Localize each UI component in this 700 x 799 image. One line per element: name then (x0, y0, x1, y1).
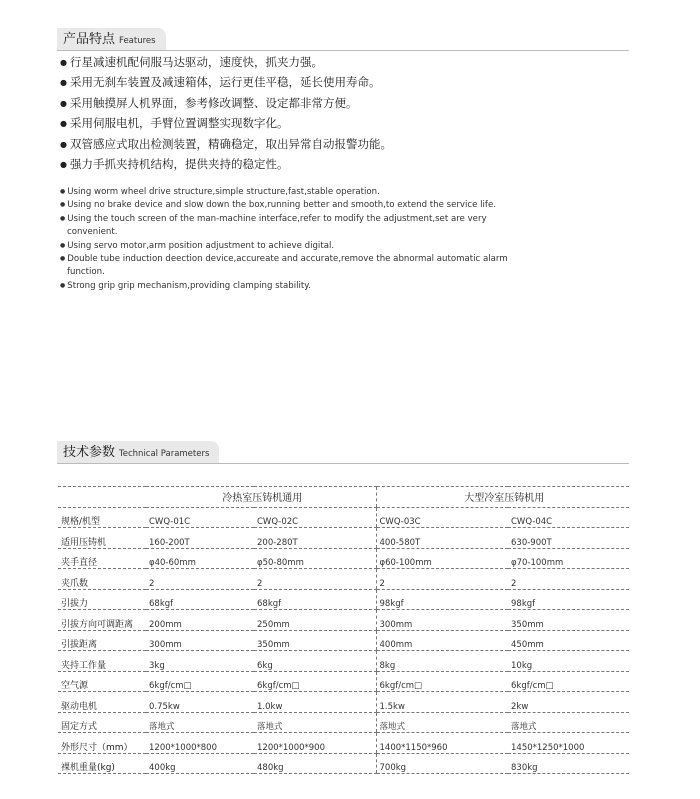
param-value: CWQ-01C (146, 507, 254, 528)
features-list-zh (60, 53, 620, 175)
param-value: 2 (146, 569, 254, 590)
table-row (58, 692, 629, 713)
features-header (57, 28, 629, 52)
param-value: CWQ-03C (376, 507, 508, 528)
param-value: 830kg (508, 753, 629, 774)
param-value: 160-200T (146, 528, 254, 549)
feature-item-en: ● Using servo motor,arm position adjustment to achieve digital. (60, 240, 520, 253)
table-row (58, 569, 629, 590)
features-list-en (60, 186, 520, 293)
param-value: 400mm (376, 630, 508, 651)
features-title-en: Features (119, 36, 156, 46)
table-row (58, 733, 629, 754)
params-title-en: Technical Parameters (119, 449, 210, 459)
param-value: 400-580T (376, 528, 508, 549)
table-row (58, 671, 629, 692)
table-row (58, 651, 629, 672)
param-value: 350mm (508, 610, 629, 631)
param-label: 固定方式 (58, 712, 146, 733)
param-value: CWQ-02C (254, 507, 376, 528)
table-row (58, 589, 629, 610)
params-group-header-row (58, 487, 629, 508)
feature-item-en: ● Double tube induction deection device,accureate and accurate,remove the abnormal automatic alarm function. (60, 253, 520, 280)
feature-item-en: ● Strong grip grip mechanism,providing clamping stability. (60, 280, 520, 293)
param-value: 450mm (508, 630, 629, 651)
param-value: 8kg (376, 651, 508, 672)
features-title-tab (57, 28, 166, 50)
param-value: 2 (508, 569, 629, 590)
param-value: 6kgf/cm□ (254, 671, 376, 692)
group-header-large-cold: 大型冷室压铸机用 (376, 487, 629, 508)
param-value: 300mm (146, 630, 254, 651)
table-row (58, 712, 629, 733)
group-header-hot-cold: 冷热室压铸机通用 (146, 487, 376, 508)
param-value: 68kgf (146, 589, 254, 610)
param-value: 6kg (254, 651, 376, 672)
param-value: φ70-100mm (508, 548, 629, 569)
param-value: 1400*1150*960 (376, 733, 508, 754)
param-value: 落地式 (146, 712, 254, 733)
param-value: 350mm (254, 630, 376, 651)
param-value: 1200*1000*800 (146, 733, 254, 754)
param-label: 裸机重量(kg) (58, 753, 146, 774)
param-value: 6kgf/cm□ (146, 671, 254, 692)
feature-item-zh: ● 行星减速机配伺服马达驱动，速度快，抓夹力强。 (60, 53, 620, 73)
param-label: 规格/机型 (58, 507, 146, 528)
table-row (58, 528, 629, 549)
param-value: 250mm (254, 610, 376, 631)
param-value: 400kg (146, 753, 254, 774)
param-value: 1.5kw (376, 692, 508, 713)
params-header (57, 441, 629, 465)
feature-item-zh: ● 采用触摸屏人机界面，参考修改调整、设定都非常方便。 (60, 94, 620, 114)
param-label: 夹手直径 (58, 548, 146, 569)
param-value: 1.0kw (254, 692, 376, 713)
param-value: 落地式 (254, 712, 376, 733)
param-value: 630-900T (508, 528, 629, 549)
param-label: 夹爪数 (58, 569, 146, 590)
param-value: 480kg (254, 753, 376, 774)
param-value: φ50-80mm (254, 548, 376, 569)
param-value: 98kgf (376, 589, 508, 610)
table-row (58, 507, 629, 528)
param-value: 300mm (376, 610, 508, 631)
param-value: 1200*1000*900 (254, 733, 376, 754)
param-value: 2 (376, 569, 508, 590)
feature-item-zh: ● 采用伺服电机，手臂位置调整实现数字化。 (60, 114, 620, 134)
param-value: 10kg (508, 651, 629, 672)
table-row (58, 548, 629, 569)
param-value: CWQ-04C (508, 507, 629, 528)
param-label: 外形尺寸（mm） (58, 733, 146, 754)
feature-item-en: ● Using the touch screen of the man-machine interface,refer to modify the adjustment,set are very convenient. (60, 213, 520, 240)
params-corner-cell (58, 487, 146, 508)
param-value: 68kgf (254, 589, 376, 610)
param-label: 适用压铸机 (58, 528, 146, 549)
table-row (58, 610, 629, 631)
param-value: 200-280T (254, 528, 376, 549)
param-label: 空气源 (58, 671, 146, 692)
param-value: 200mm (146, 610, 254, 631)
params-title-tab (57, 441, 219, 463)
param-label: 夹持工作量 (58, 651, 146, 672)
param-value: 2kw (508, 692, 629, 713)
params-table (58, 486, 629, 774)
param-label: 引拔距离 (58, 630, 146, 651)
param-label: 引拔方向可调距离 (58, 610, 146, 631)
param-value: 落地式 (376, 712, 508, 733)
param-label: 引拔力 (58, 589, 146, 610)
param-value: 0.75kw (146, 692, 254, 713)
param-value: 1450*1250*1000 (508, 733, 629, 754)
features-title-zh: 产品特点 (63, 32, 116, 47)
table-row (58, 753, 629, 774)
features-divider (57, 50, 629, 51)
param-value: 2 (254, 569, 376, 590)
params-title-zh: 技术参数 (63, 445, 116, 460)
feature-item-zh: ● 采用无刹车装置及减速箱体，运行更佳平稳，延长使用寿命。 (60, 73, 620, 93)
param-label: 驱动电机 (58, 692, 146, 713)
param-value: φ40-60mm (146, 548, 254, 569)
param-value: 98kgf (508, 589, 629, 610)
param-value: 落地式 (508, 712, 629, 733)
table-row (58, 630, 629, 651)
feature-item-en: ● Using no brake device and slow down the box,running better and smooth,to extend the service life. (60, 199, 520, 212)
param-value: 3kg (146, 651, 254, 672)
param-value: 700kg (376, 753, 508, 774)
feature-item-en: ● Using worm wheel drive structure,simple structure,fast,stable operation. (60, 186, 520, 199)
param-value: 6kgf/cm□ (508, 671, 629, 692)
feature-item-zh: ● 强力手抓夹持机结构，提供夹持的稳定性。 (60, 155, 620, 175)
param-value: 6kgf/cm□ (376, 671, 508, 692)
param-value: φ60-100mm (376, 548, 508, 569)
feature-item-zh: ● 双管感应式取出检测装置，精确稳定，取出异常自动报警功能。 (60, 135, 620, 155)
params-divider (57, 463, 629, 464)
